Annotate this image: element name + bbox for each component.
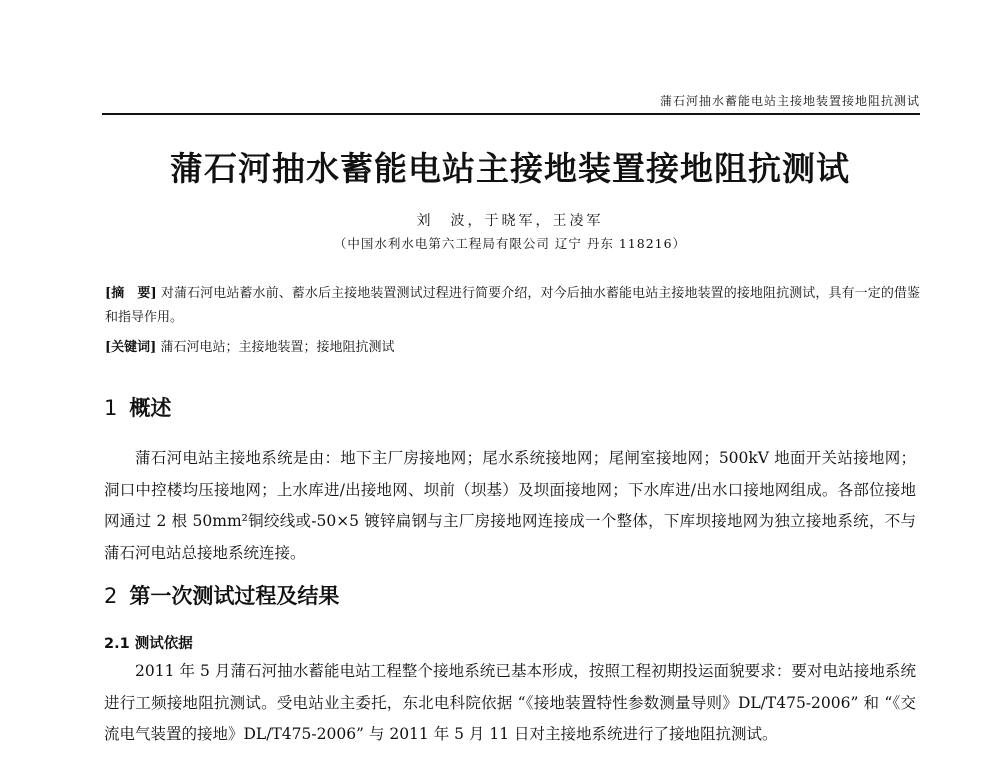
section-2-heading	[104, 580, 339, 610]
running-header: 蒲石河抽水蓄能电站主接地装置接地阻抗测试	[659, 94, 920, 108]
section-1-title: 概述	[129, 396, 172, 420]
section-1-heading	[104, 392, 171, 422]
paper-title: 蒲石河抽水蓄能电站主接地装置接地阻抗测试	[170, 149, 850, 188]
abstract-text: 对蒲石河电站蓄水前、蓄水后主接地装置测试过程进行简要介绍，对今后抽水蓄能电站主接地装置的接地阻抗测试，具有一定的借鉴和指导作用。	[105, 286, 920, 325]
section-1-number: 1	[104, 396, 118, 420]
section-2-number: 2	[104, 584, 118, 608]
section-1-paragraph: 蒲石河电站主接地系统是由：地下主厂房接地网；尾水系统接地网；尾闸室接地网；500kV 地面开关站接地网；洞口中控楼均压接地网；上水库进/出接地网、坝前（坝基）及坝面接地网；下水库进/出水口接地网组成。各部位接地网通过 2 根 50mm²铜绞线或-50×5 镀锌扁钢与主厂房接地网连接成一个整体，下库坝接地网为独立接地系统，不与蒲石河电站总接地系统连接。	[104, 449, 916, 562]
affiliation: （中国水利水电第六工程局有限公司 辽宁 丹东 118216）	[333, 236, 687, 251]
subsection-2-1-title: 测试依据	[134, 636, 193, 652]
subsection-2-1-paragraph: 2011 年 5 月蒲石河抽水蓄能电站工程整个接地系统已基本形成，按照工程初期投运面貌要求：要对电站接地系统进行工频接地阻抗测试。受电站业主委托，东北电科院依据 “《接地装置特性参数测量导则》DL/T475-2006” 和 “《交流电气装置的接地》DL/T475-2006” 与 2011 年 5 月 11 日对主接地系统进行了接地阻抗测试。	[104, 662, 916, 743]
subsection-2-1-heading	[104, 632, 193, 653]
subsection-2-1-number: 2.1	[104, 636, 130, 652]
abstract	[105, 282, 920, 330]
header-rule	[102, 113, 920, 115]
keywords-label: [关键词]	[105, 340, 157, 355]
abstract-label: [摘 要]	[105, 286, 157, 301]
keywords	[105, 336, 920, 355]
authors: 刘 波，于晓军，王凌军	[416, 213, 604, 229]
keywords-text: 蒲石河电站；主接地装置；接地阻抗测试	[160, 340, 395, 355]
section-2-title: 第一次测试过程及结果	[129, 584, 340, 608]
